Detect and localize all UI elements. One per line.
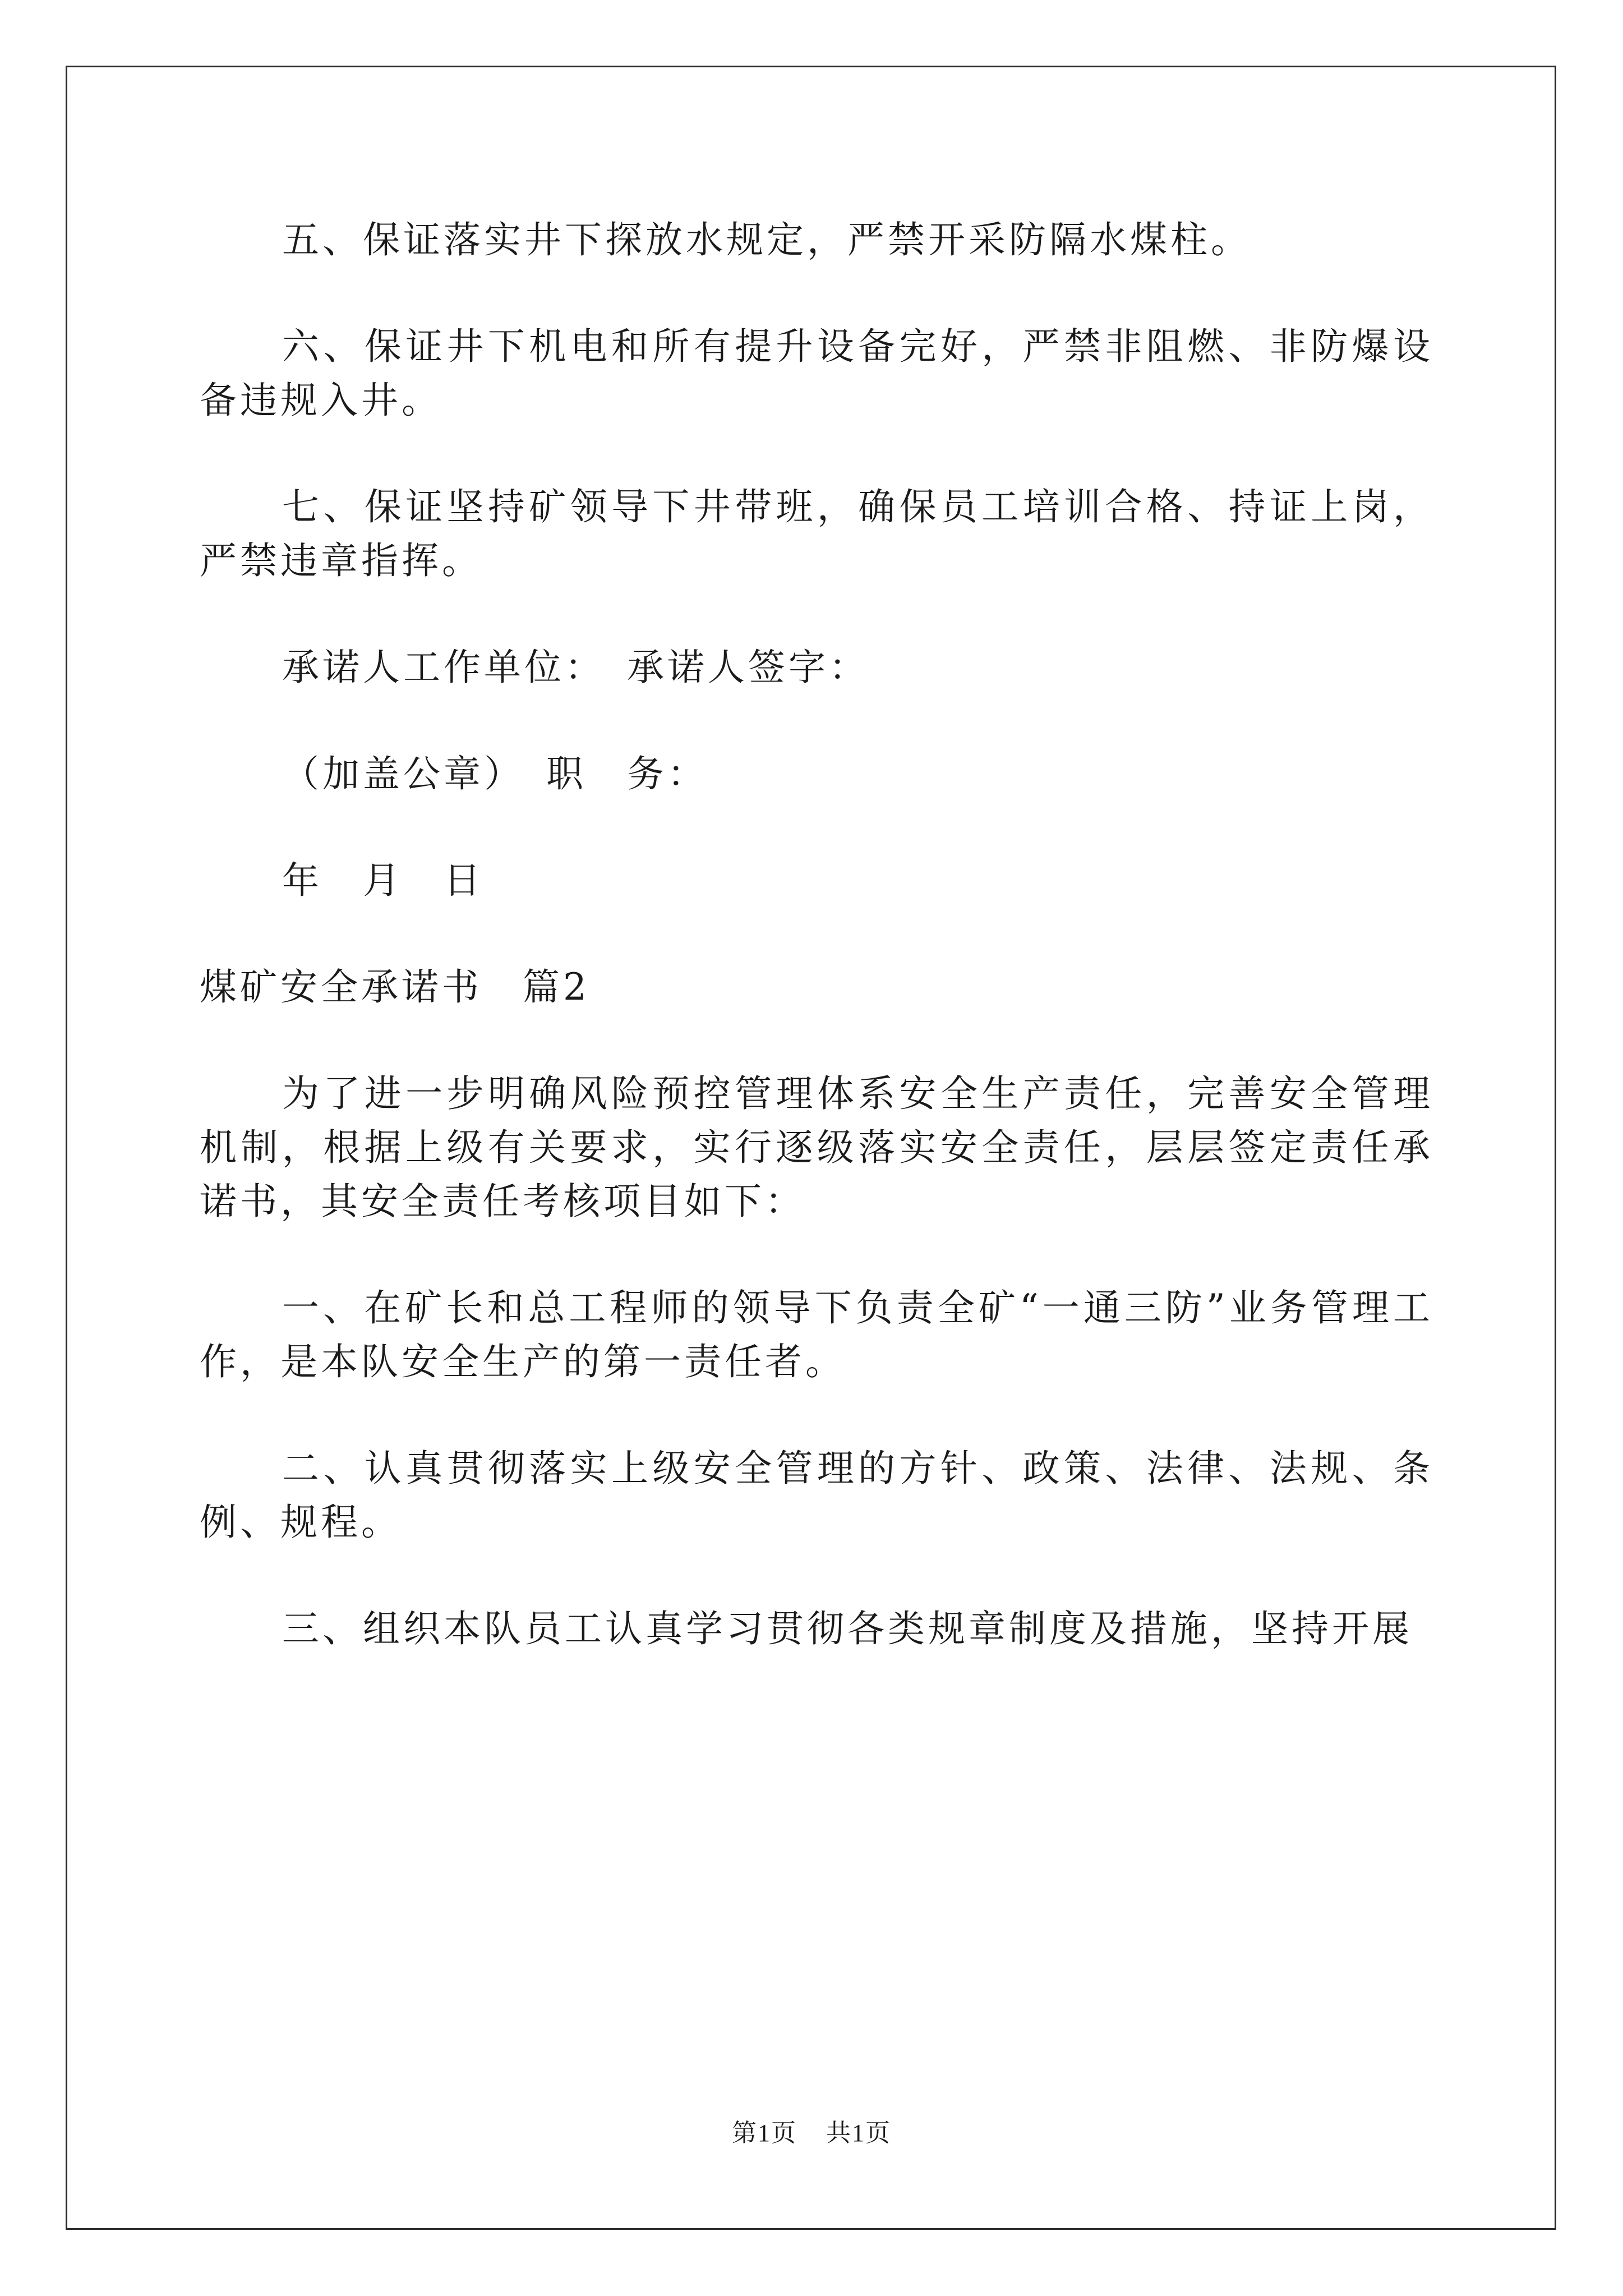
document-body [200,213,1433,1709]
section-heading: 煤矿安全承诺书 篇2 [200,965,590,1009]
paragraph: 六、保证井下机电和所有提升设备完好，严禁非阻燃、非防爆设备违规入井。 [200,325,1433,422]
paragraph: 五、保证落实井下探放水规定，严禁开采防隔水煤柱。 [282,218,1251,261]
paragraph: 一、在矿长和总工程师的领导下负责全矿“一通三防”业务管理工作，是本队安全生产的第一责任者。 [200,1286,1433,1383]
page-footer [0,2118,1623,2149]
paragraph: 二、认真贯彻落实上级安全管理的方针、政策、法律、法规、条例、规程。 [200,1447,1433,1544]
page-number: 第1页 [732,2119,797,2147]
signature-line: 承诺人工作单位： 承诺人签字： [282,646,869,689]
date-line: 年 月 日 [282,859,484,902]
seal-line: （加盖公章） 职 务： [282,752,708,795]
paragraph: 为了进一步明确风险预控管理体系安全生产责任，完善安全管理机制，根据上级有关要求，实行逐级落实安全责任，层层签定责任承诺书，其安全责任考核项目如下： [200,1072,1433,1223]
page-total: 共1页 [826,2119,891,2147]
paragraph: 七、保证坚持矿领导下井带班，确保员工培训合格、持证上岗，严禁违章指挥。 [200,485,1433,582]
paragraph: 三、组织本队员工认真学习贯彻各类规章制度及措施，坚持开展 [282,1607,1413,1650]
